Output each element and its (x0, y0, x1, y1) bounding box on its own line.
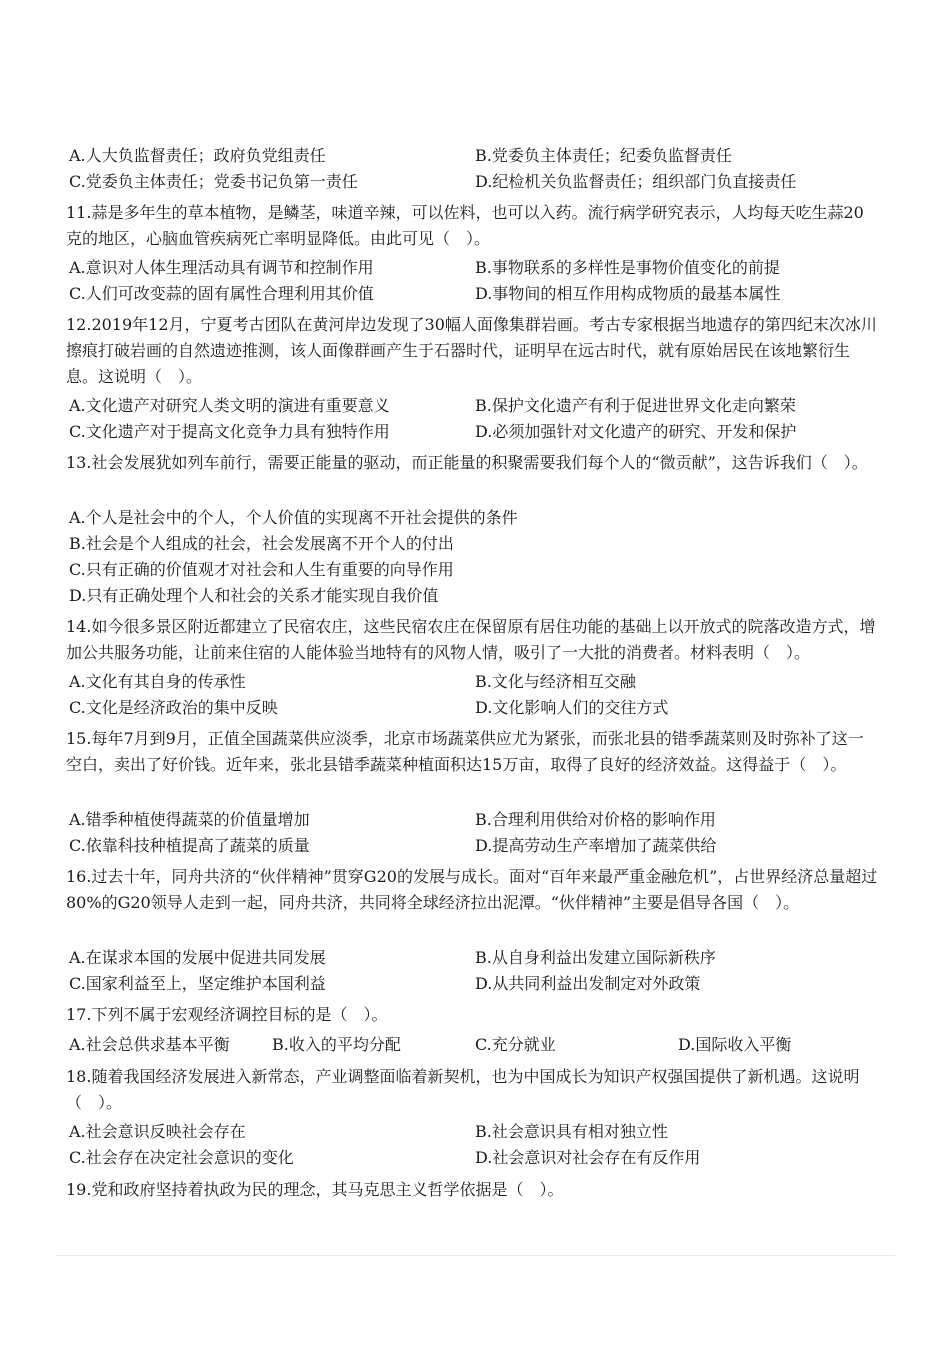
q16-option-a: A.在谋求本国的发展中促进共同发展 (69, 948, 326, 967)
question-16 (66, 864, 878, 916)
q18-option-c: C.社会存在决定社会意识的变化 (69, 1148, 294, 1167)
q13-option-a: A.个人是社会中的个人，个人价值的实现离不开社会提供的条件 (69, 508, 518, 527)
option-row (69, 807, 879, 833)
q11-option-b: B.事物联系的多样性是事物价值变化的前提 (475, 258, 780, 277)
question-18-text: 18.随着我国经济发展进入新常态，产业调整面临着新契机，也为中国成长为知识产权强国提供了新机遇。这说明（ ）。 (66, 1067, 860, 1112)
q18-option-b: B.社会意识具有相对独立性 (475, 1122, 668, 1141)
option-row (69, 143, 879, 169)
q10-option-d: D.纪检机关负监督责任；组织部门负直接责任 (475, 172, 797, 191)
q10-option-a: A.人大负监督责任；政府负党组责任 (69, 146, 326, 165)
q13-option-b: B.社会是个人组成的社会，社会发展离不开个人的付出 (69, 534, 454, 553)
question-16-text: 16.过去十年，同舟共济的“伙伴精神”贯穿G20的发展与成长。面对“百年来最严重金融危机”，占世界经济总量超过80%的G20领导人走到一起，同舟共济，共同将全球经济拉出泥潭。“伙伴精神”主要是倡导各国（ ）。 (66, 867, 878, 912)
question-13-text: 13.社会发展犹如列车前行，需要正能量的驱动，而正能量的积聚需要我们每个人的“微贡献”，这告诉我们（ ）。 (66, 453, 868, 472)
option-row (69, 583, 879, 609)
q14-option-c: C.文化是经济政治的集中反映 (69, 698, 278, 717)
question-14-text: 14.如今很多景区附近都建立了民宿农庄，这些民宿农庄在保留原有居住功能的基础上以开放式的院落改造方式，增加公共服务功能，让前来住宿的人能体验当地特有的风物人情，吸引了一大批的消费者。材料表明（ ）。 (66, 617, 876, 662)
q16-option-d: D.从共同利益出发制定对外政策 (475, 974, 701, 993)
question-17 (66, 1002, 878, 1028)
q13-option-c: C.只有正确的价值观才对社会和人生有重要的向导作用 (69, 560, 454, 579)
q18-option-d: D.社会意识对社会存在有反作用 (475, 1148, 701, 1167)
q18-options (69, 1119, 879, 1171)
option-row (69, 281, 879, 307)
q11-options (69, 255, 879, 307)
q13-options (69, 505, 879, 609)
option-row (69, 505, 879, 531)
option-row (69, 1032, 879, 1058)
q18-option-a: A.社会意识反映社会存在 (69, 1122, 246, 1141)
q15-option-a: A.错季种植使得蔬菜的价值量增加 (69, 810, 310, 829)
q15-options (69, 807, 879, 859)
q10-option-c: C.党委负主体责任；党委书记负第一责任 (69, 172, 358, 191)
q14-options (69, 669, 879, 721)
option-row (69, 531, 879, 557)
q17-option-a: A.社会总供求基本平衡 (69, 1035, 230, 1054)
question-11 (66, 200, 878, 252)
q17-options (69, 1032, 879, 1058)
question-12-text: 12.2019年12月，宁夏考古团队在黄河岸边发现了30幅人面像集群岩画。考古专家根据当地遗存的第四纪末次冰川擦痕打破岩画的自然遗迹推测，该人面像群画产生于石器时代，证明早在远古时代，就有原始居民在该地繁衍生息。这说明（ ）。 (66, 315, 877, 386)
q16-option-c: C.国家利益至上，坚定维护本国利益 (69, 974, 326, 993)
q11-option-d: D.事物间的相互作用构成物质的最基本属性 (475, 284, 781, 303)
question-15-text: 15.每年7月到9月，正值全国蔬菜供应淡季，北京市场蔬菜供应尤为紧张，而张北县的错季蔬菜则及时弥补了这一空白，卖出了好价钱。近年来，张北县错季蔬菜种植面积达15万亩，取得了良好的经济效益。这得益于（ ）。 (66, 729, 864, 774)
option-row (69, 557, 879, 583)
q14-option-b: B.文化与经济相互交融 (475, 672, 636, 691)
q11-option-c: C.人们可改变蒜的固有属性合理利用其价值 (69, 284, 374, 303)
question-11-text: 11.蒜是多年生的草本植物，是鳞茎，味道辛辣，可以佐料，也可以入药。流行病学研究表示，人均每天吃生蒜20克的地区，心脑血管疾病死亡率明显降低。由此可见（ ）。 (66, 203, 864, 248)
q11-option-a: A.意识对人体生理活动具有调节和控制作用 (69, 258, 374, 277)
q15-option-c: C.依靠科技种植提高了蔬菜的质量 (69, 836, 310, 855)
option-row (69, 833, 879, 859)
option-row (69, 945, 879, 971)
q14-option-a: A.文化有其自身的传承性 (69, 672, 246, 691)
q13-option-d: D.只有正确处理个人和社会的关系才能实现自我价值 (69, 586, 439, 605)
q16-options (69, 945, 879, 997)
q12-option-c: C.文化遗产对于提高文化竞争力具有独特作用 (69, 422, 390, 441)
q16-option-b: B.从自身利益出发建立国际新秩序 (475, 948, 716, 967)
q12-option-a: A.文化遗产对研究人类文明的演进有重要意义 (69, 396, 390, 415)
q12-option-d: D.必须加强针对文化遗产的研究、开发和保护 (475, 422, 797, 441)
option-row (69, 393, 879, 419)
question-19 (66, 1177, 878, 1203)
q10-option-b: B.党委负主体责任；纪委负监督责任 (475, 146, 732, 165)
q17-option-d: D.国际收入平衡 (678, 1035, 792, 1054)
question-12 (66, 312, 878, 390)
question-14 (66, 614, 878, 666)
q14-option-d: D.文化影响人们的交往方式 (475, 698, 669, 717)
question-18 (66, 1064, 878, 1116)
option-row (69, 255, 879, 281)
q15-option-d: D.提高劳动生产率增加了蔬菜供给 (475, 836, 717, 855)
q17-option-c: C.充分就业 (475, 1035, 556, 1054)
q15-option-b: B.合理利用供给对价格的影响作用 (475, 810, 716, 829)
q12-option-b: B.保护文化遗产有利于促进世界文化走向繁荣 (475, 396, 796, 415)
option-row (69, 669, 879, 695)
option-row (69, 419, 879, 445)
option-row (69, 169, 879, 195)
option-row (69, 971, 879, 997)
q12-options (69, 393, 879, 445)
option-row (69, 1119, 879, 1145)
q10-options (69, 143, 879, 195)
option-row (69, 1145, 879, 1171)
question-19-text: 19.党和政府坚持着执政为民的理念，其马克思主义哲学依据是（ ）。 (66, 1180, 564, 1199)
question-13 (66, 450, 878, 476)
q17-option-b: B.收入的平均分配 (272, 1035, 401, 1054)
question-17-text: 17.下列不属于宏观经济调控目标的是（ ）。 (66, 1005, 388, 1024)
option-row (69, 695, 879, 721)
question-15 (66, 726, 878, 778)
footer-divider (55, 1255, 895, 1256)
